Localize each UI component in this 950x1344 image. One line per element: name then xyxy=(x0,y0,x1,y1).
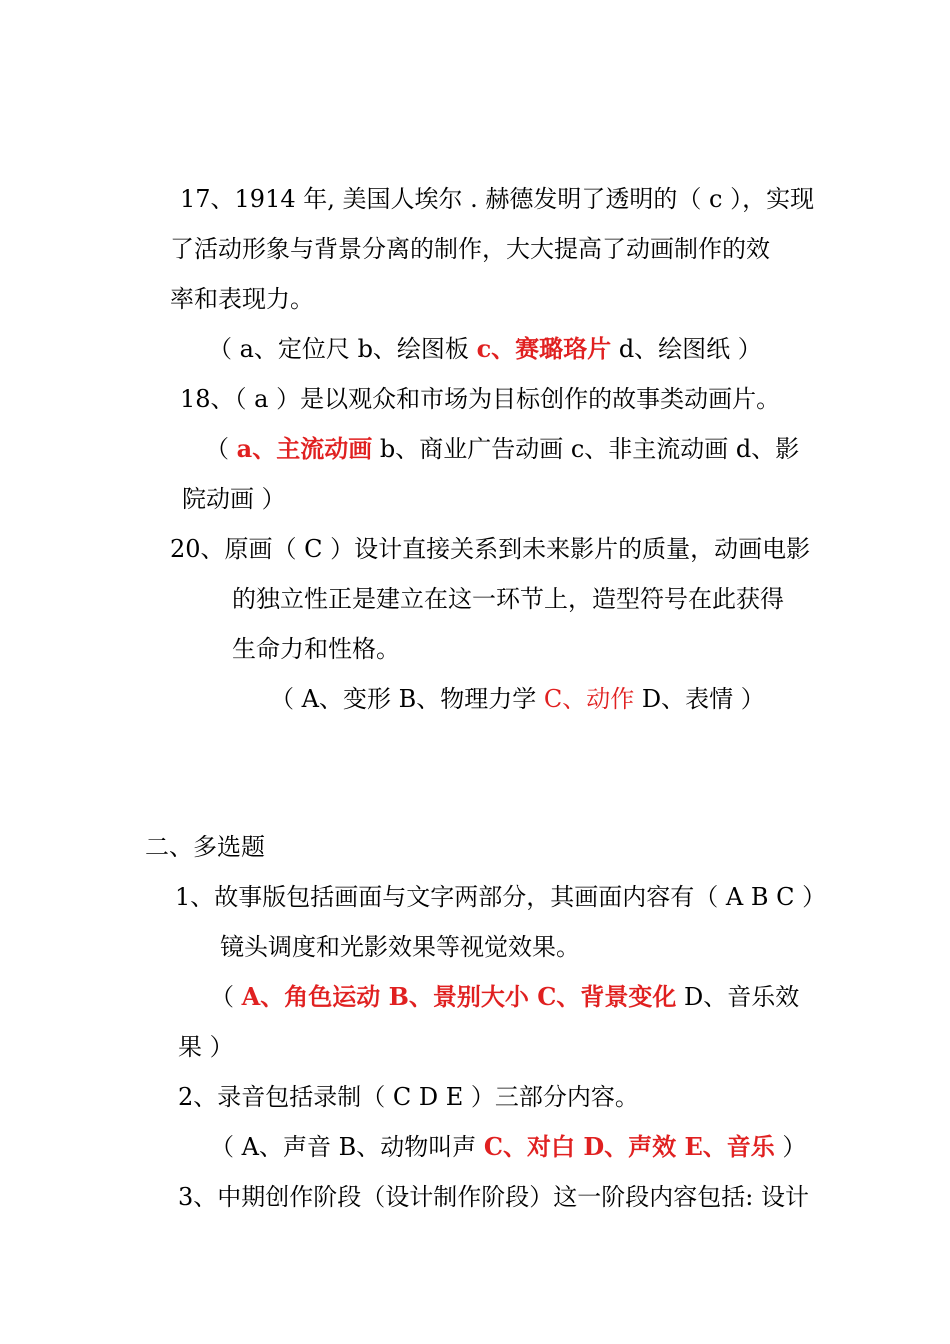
q18-answer: a、主流动画 xyxy=(236,434,373,463)
m2-options xyxy=(210,1130,806,1164)
q20-line-1: 20、原画（ C ）设计直接关系到未来影片的质量，动画电影 xyxy=(170,535,811,563)
q20-line-3: 生命力和性格。 xyxy=(232,635,400,663)
q18-line-1: 18、（ a ）是以观众和市场为目标创作的故事类动画片。 xyxy=(180,385,781,413)
q20-answer-text: C、动作 xyxy=(543,685,635,713)
m1-answers: A、角色运动 B、景别大小 C、背景变化 xyxy=(241,982,677,1011)
q17-answer: c、赛璐珞片 xyxy=(476,334,612,363)
q18-options-cont: 院动画 ） xyxy=(182,485,286,513)
m2-options-open: （ A、声音 B、动物叫声 xyxy=(210,1133,484,1161)
m1-options-rest: D、音乐效 xyxy=(676,983,800,1011)
m1-line-2: 镜头调度和光影效果等视觉效果。 xyxy=(220,933,580,961)
q18-options-rest: b、商业广告动画 c、非主流动画 d、影 xyxy=(372,435,800,463)
q20-options-open: （ A、变形 B、物理力学 xyxy=(270,685,544,713)
m2-answers: C、对白 D、声效 E、音乐 xyxy=(483,1132,775,1161)
q17-options xyxy=(208,332,762,366)
m1-options xyxy=(210,980,799,1014)
q17-options-close: d、绘图纸 ） xyxy=(611,335,762,363)
q20-answer xyxy=(544,685,634,713)
q17-line-3: 率和表现力。 xyxy=(170,285,314,313)
m2-options-close: ） xyxy=(774,1133,807,1161)
q17-options-open: （ a、定位尺 b、绘图板 xyxy=(208,335,477,363)
m2-line-1: 2、录音包括录制（ C D E ）三部分内容。 xyxy=(178,1083,639,1111)
m1-options-cont: 果 ） xyxy=(178,1033,234,1061)
m1-options-open: （ xyxy=(210,983,242,1011)
m1-line-1: 1、故事版包括画面与文字两部分，其画面内容有（ A B C ） xyxy=(175,883,827,911)
q20-options-close: D、表情 ） xyxy=(634,685,765,713)
q20-line-2: 的独立性正是建立在这一环节上，造型符号在此获得 xyxy=(232,585,784,613)
q17-line-2: 了活动形象与背景分离的制作，大大提高了动画制作的效 xyxy=(170,235,770,263)
section-heading-multiple-choice: 二、多选题 xyxy=(145,833,265,861)
q18-options-open: （ xyxy=(205,435,237,463)
q18-options xyxy=(205,432,799,466)
q20-options xyxy=(270,682,765,716)
m3-line-1: 3、中期创作阶段（设计制作阶段）这一阶段内容包括: 设计 xyxy=(178,1183,809,1211)
q17-line-1: 17、1914 年, 美国人埃尔 . 赫德发明了透明的（ c ），实现 xyxy=(180,185,815,213)
